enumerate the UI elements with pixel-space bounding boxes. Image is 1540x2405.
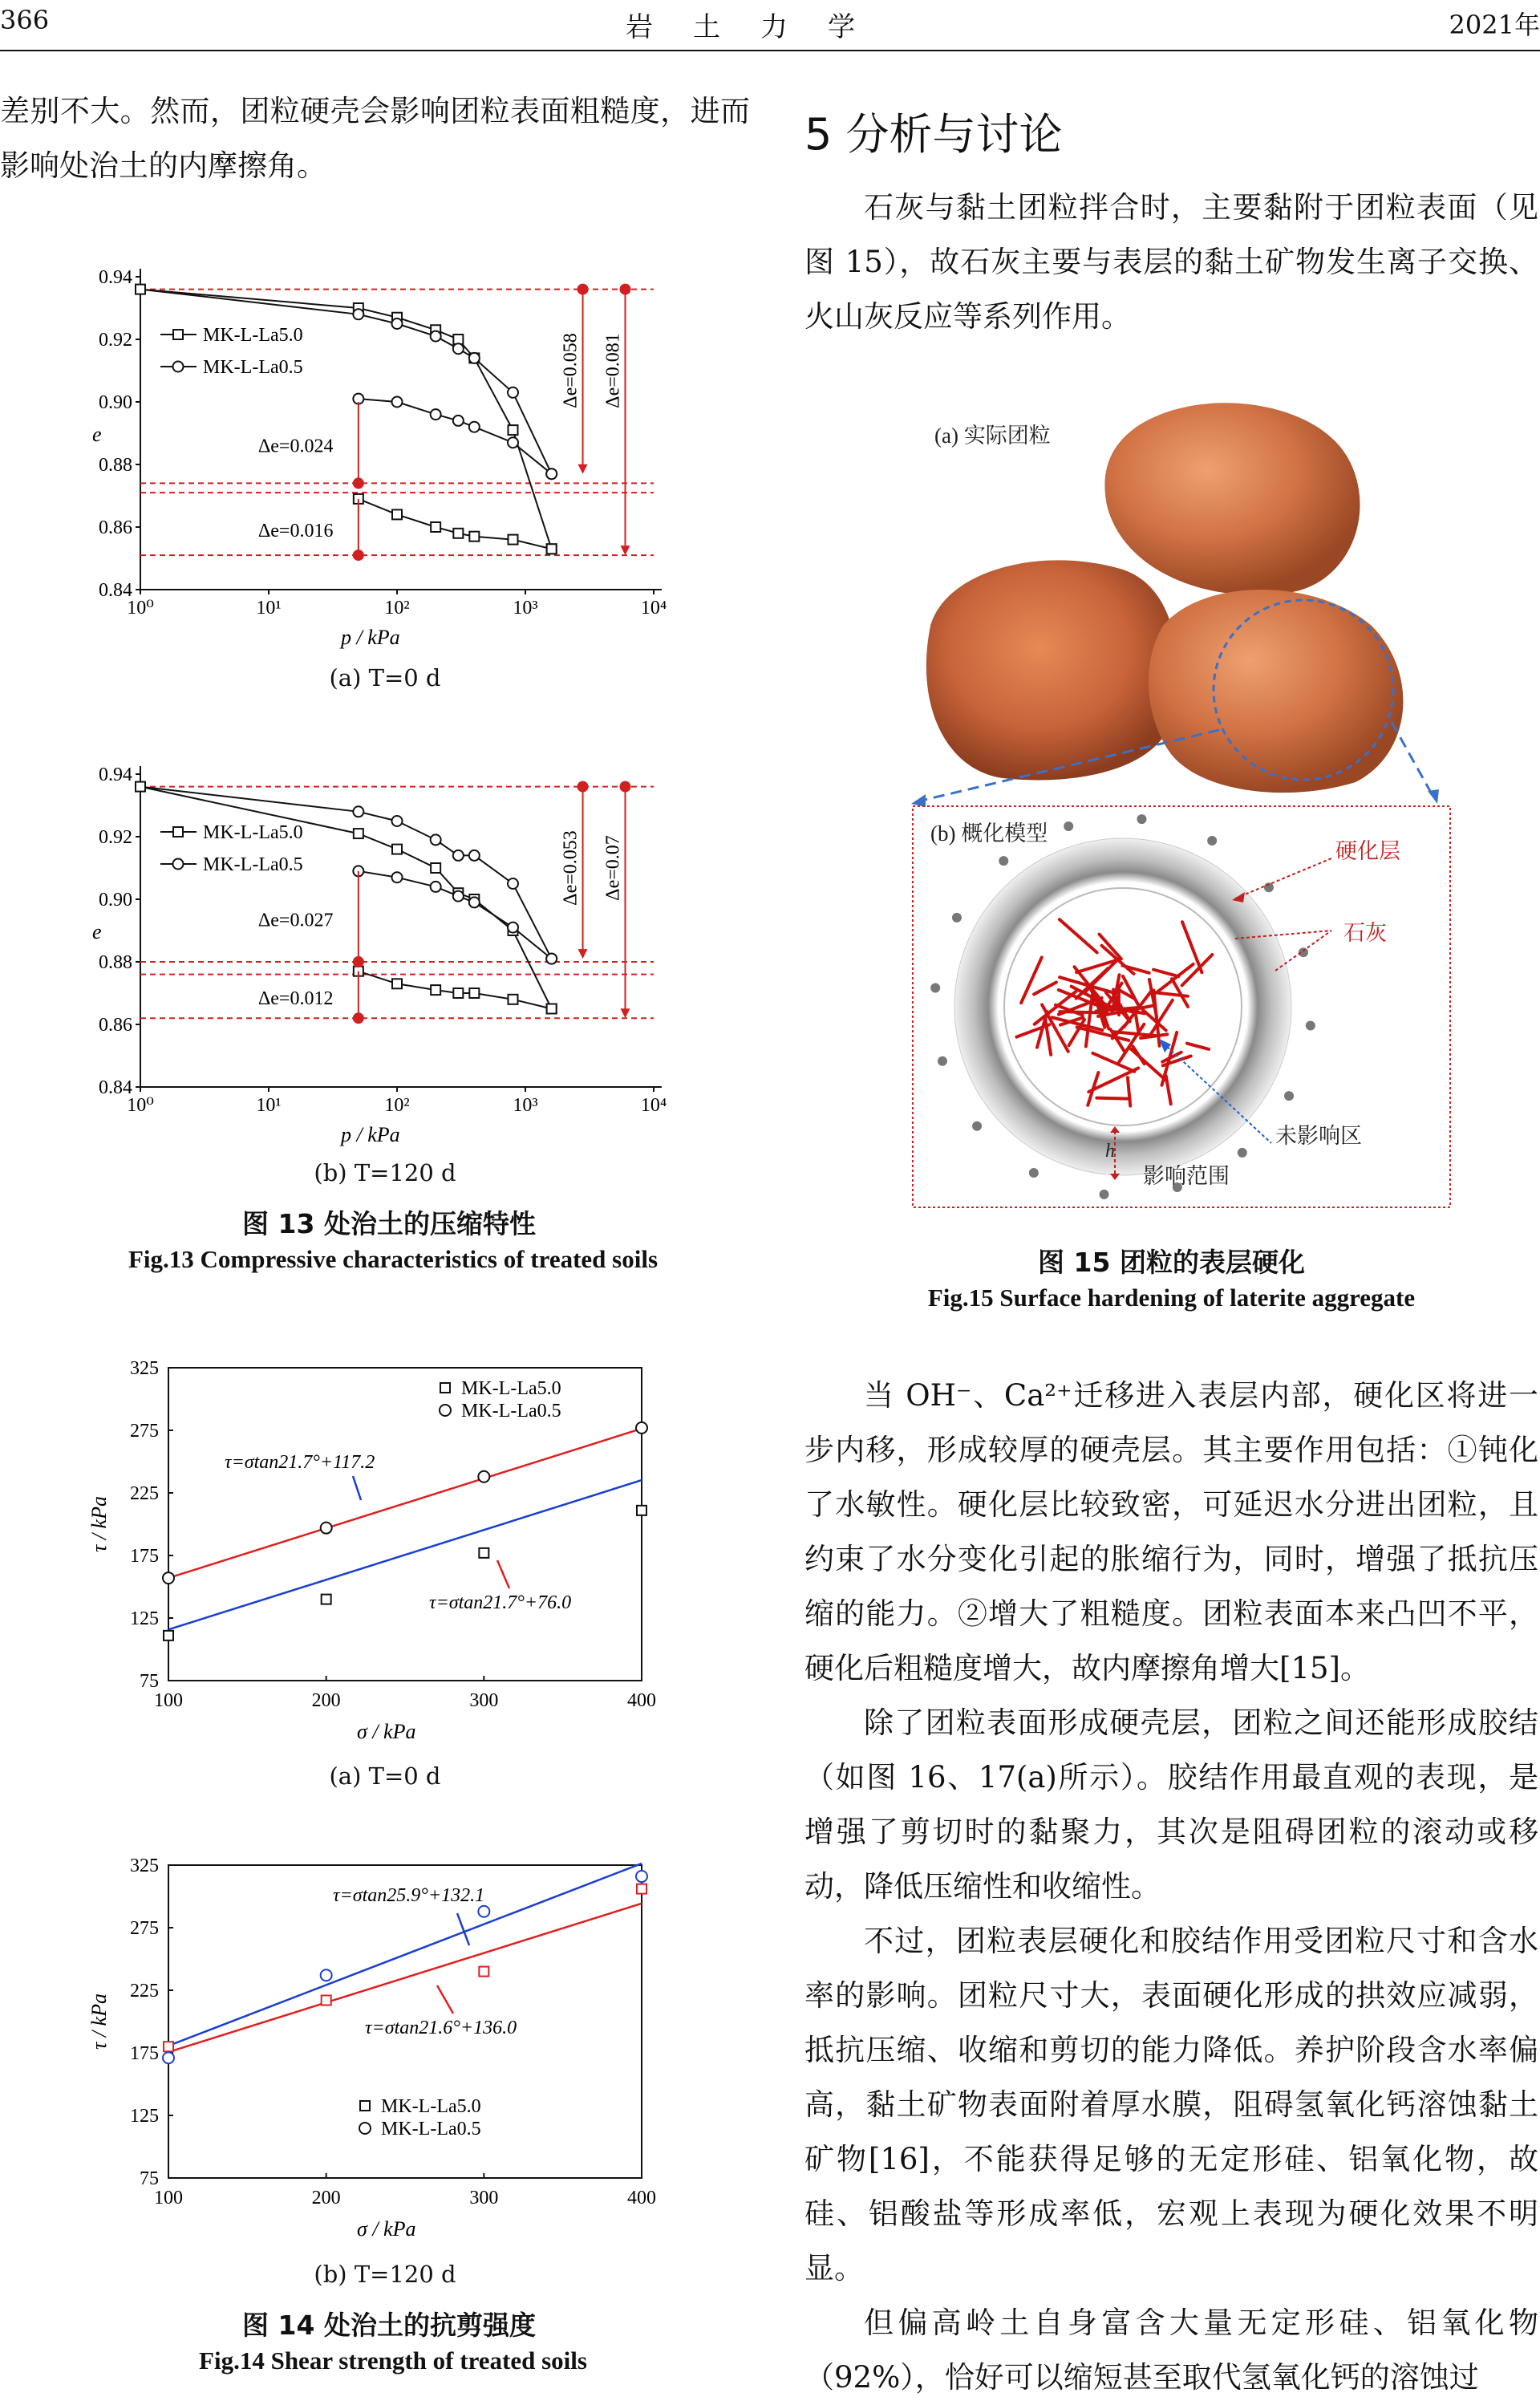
data-point-circle <box>392 397 403 408</box>
y-tick-label: 0.94 <box>99 267 132 288</box>
delta-label: Δe=0.07 <box>603 835 624 901</box>
x-tick-label: 300 <box>469 1690 498 1711</box>
section-title: 5 分析与讨论 <box>804 100 1063 162</box>
legend-marker-circle <box>440 1405 451 1416</box>
legend-label: MK-L-La5.0 <box>381 2096 481 2117</box>
fig14b-chart <box>48 1845 690 2246</box>
data-point-square <box>392 979 402 988</box>
header-rule <box>0 50 1540 51</box>
delta-label: Δe=0.053 <box>561 830 582 906</box>
y-tick-label: 75 <box>140 2168 159 2189</box>
arrow-head-left-icon <box>911 794 926 807</box>
callout-hardened-layer: 硬化层 <box>1335 839 1400 863</box>
x-tick-label: 10⁴ <box>641 1095 667 1116</box>
data-point-square <box>392 509 402 519</box>
data-point-circle <box>469 353 480 363</box>
series-line <box>359 499 552 549</box>
data-point-square <box>431 522 440 532</box>
data-point-square <box>431 863 440 873</box>
data-point-circle <box>353 309 363 319</box>
data-point-square <box>392 845 402 854</box>
data-point-square <box>322 1995 331 2005</box>
data-point-square <box>469 532 479 541</box>
data-point-circle <box>321 1523 332 1534</box>
arrow-head-icon <box>578 464 588 474</box>
plot-frame <box>168 1368 642 1681</box>
y-axis-label: e <box>92 423 102 446</box>
y-tick-label: 275 <box>130 1421 159 1442</box>
equation-label: τ=σtan21.7°+117.2 <box>225 1452 375 1473</box>
legend-label: MK-L-La0.5 <box>381 2119 481 2139</box>
legend-label: MK-L-La0.5 <box>461 1401 561 1422</box>
equation-label: τ=σtan21.7°+76.0 <box>429 1592 571 1613</box>
data-point-circle <box>392 318 403 329</box>
outer-dot <box>1284 1091 1294 1101</box>
legend-label: MK-L-La0.5 <box>203 357 303 378</box>
data-point-circle <box>478 1906 489 1917</box>
legend-marker-square <box>173 827 183 837</box>
legend-label: MK-L-La5.0 <box>461 1378 561 1399</box>
data-point-square <box>164 2042 173 2051</box>
callout-unaffected-zone: 未影响区 <box>1275 1124 1362 1148</box>
data-point-circle <box>321 1969 332 1981</box>
outer-dot <box>999 856 1008 866</box>
h-label: h <box>1105 1141 1115 1162</box>
equation-label: τ=σtan21.6°+136.0 <box>365 2018 517 2038</box>
page-header <box>0 0 1540 56</box>
data-point-circle <box>392 872 403 882</box>
data-point-square <box>469 988 479 998</box>
y-tick-label: 325 <box>130 1358 159 1379</box>
y-tick-label: 225 <box>130 1981 159 2001</box>
data-point-square <box>479 1967 488 1977</box>
legend-label: MK-L-La5.0 <box>203 822 303 843</box>
data-point-circle <box>478 1471 489 1482</box>
fig15-figure <box>898 385 1460 1227</box>
data-point-circle <box>636 1422 647 1434</box>
y-tick-label: 0.84 <box>99 580 132 601</box>
x-axis-label: σ / kPa <box>357 2217 415 2241</box>
delta-dot <box>353 956 364 967</box>
x-tick-label: 400 <box>627 1690 656 1711</box>
data-point-square <box>453 988 463 998</box>
data-point-square <box>637 1884 646 1894</box>
right-paragraphs: 当 OH⁻、Ca²⁺迁移进入表层内部，硬化区将进一步内移，形成较厚的硬壳层。其主要作用包括：①钝化了水敏性。硬化层比较致密，可延迟水分进出团粒，且约束了水分变化引起的胀缩行为，同时，增强了抵抗压缩的能力。②增大了粗糙度。团粒表面本来凸凹不平，硬化后粗糙度增大，故内摩擦角增大[15]。 除了团粒表面形成硬壳层，团粒之间还能形成胶结（如图 16、17(a)所示）。胶结作用最直观的表现，是增强了剪切时的黏聚力，其次是阻碍团粒的滚动或移动，降低压缩性和收缩性。 不过，团粒表层硬化和胶结作用受团粒尺寸和含水率的影响。团粒尺寸大，表面硬化形成的拱效应减弱，抵抗压缩、收缩和剪切的能力降低。养护阶段含水率偏高，黏土矿物表面附着厚水膜，阻碍氢氧化钙溶蚀黏土矿物[16]，不能获得足够的无定形硅、铝氧化物，故硅、铝酸盐等形成率低，宏观上表现为硬化效果不明显。 但偏高岭土自身富含大量无定形硅、铝氧化物（92%），恰好可以缩短甚至取代氢氧化钙的溶蚀过 <box>804 1369 1538 2405</box>
right-paragraph-1: 石灰与黏土团粒拌合时，主要黏附于团粒表面（见图 15），故石灰主要与表层的黏土矿物发生离子交换、火山灰反应等系列作用。 <box>804 180 1538 344</box>
equation-label: τ=σtan25.9°+132.1 <box>333 1885 484 1906</box>
delta-label: Δe=0.016 <box>258 521 334 541</box>
fig13-caption-en: Fig.13 Compressive characteristics of treated soils <box>32 1245 754 1274</box>
data-point-circle <box>508 387 518 398</box>
y-tick-label: 0.94 <box>99 764 132 785</box>
data-point-square <box>637 1506 646 1515</box>
data-point-circle <box>353 806 363 817</box>
series-line <box>140 290 552 474</box>
equation-pointer <box>437 1985 453 2014</box>
y-tick-label: 275 <box>130 1918 159 1939</box>
y-tick-label: 175 <box>130 2043 159 2064</box>
fig13-caption-cn: 图 13 处治土的压缩特性 <box>96 1203 682 1241</box>
data-point-circle <box>392 816 403 826</box>
y-tick-label: 225 <box>130 1483 159 1504</box>
page-number: 366 <box>0 5 49 35</box>
delta-dot <box>353 1012 364 1024</box>
data-point-circle <box>636 1871 647 1882</box>
x-tick-label: 10² <box>384 1095 409 1116</box>
outer-dot <box>930 983 940 993</box>
data-point-circle <box>453 343 464 354</box>
y-tick-label: 0.86 <box>99 1015 132 1036</box>
delta-dot <box>353 477 364 489</box>
fig15-caption-en: Fig.15 Surface hardening of laterite aggregate <box>804 1284 1538 1312</box>
fig14-caption-en: Fig.14 Shear strength of treated soils <box>32 2346 754 2375</box>
data-point-circle <box>431 409 441 420</box>
data-point-circle <box>508 437 518 448</box>
series-line <box>140 787 552 1009</box>
fig14a-subcaption: (a) T=0 d <box>305 1762 465 1790</box>
x-tick-label: 10¹ <box>256 598 281 618</box>
y-tick-label: 75 <box>140 1671 159 1692</box>
fig13a-subcaption: (a) T=0 d <box>305 664 465 691</box>
fig13b-subcaption: (b) T=120 d <box>305 1159 465 1186</box>
x-axis-label: p / kPa <box>339 626 400 649</box>
h-arrow-down-icon <box>1110 1174 1120 1180</box>
zoom-arrow-right <box>1392 722 1434 798</box>
y-tick-label: 125 <box>130 2106 159 2127</box>
y-tick-label: 0.84 <box>99 1077 132 1098</box>
y-tick-label: 125 <box>130 1608 159 1629</box>
callout-influence-range: 影响范围 <box>1143 1164 1230 1188</box>
data-point-circle <box>546 954 557 964</box>
y-axis-label: τ / kPa <box>87 1496 111 1552</box>
equation-pointer <box>457 1913 469 1945</box>
legend-marker-circle <box>359 2123 371 2134</box>
data-point-circle <box>453 850 464 861</box>
data-point-circle <box>163 1572 174 1584</box>
x-tick-label: 10⁰ <box>127 1095 154 1116</box>
delta-label: Δe=0.012 <box>258 988 334 1009</box>
x-tick-label: 10⁰ <box>127 598 154 618</box>
laterite-aggregate-photo <box>926 403 1404 793</box>
legend-marker-square <box>440 1383 450 1393</box>
legend-marker-square <box>173 330 183 339</box>
data-point-circle <box>431 331 441 342</box>
legend-marker-square <box>360 2101 370 2111</box>
data-point-square <box>453 529 463 538</box>
lime-needle <box>1096 1098 1129 1099</box>
arrow-head-icon <box>621 545 630 555</box>
x-tick-label: 300 <box>469 2188 498 2208</box>
callout-lime: 石灰 <box>1343 921 1387 945</box>
year: 2021年 <box>1449 5 1540 42</box>
legend-label: MK-L-La5.0 <box>203 325 303 346</box>
outer-dot <box>1137 814 1146 824</box>
data-point-circle <box>431 882 441 892</box>
fig13a-chart <box>40 253 698 654</box>
left-paragraph: 差别不大。然而，团粒硬壳会影响团粒表面粗糙度，进而影响处治土的内摩擦角。 <box>0 84 750 193</box>
outer-dot <box>1064 821 1073 831</box>
fig15-caption-cn: 图 15 团粒的表层硬化 <box>804 1242 1538 1280</box>
outer-dot <box>1100 1190 1109 1199</box>
x-tick-label: 10³ <box>513 1095 537 1116</box>
journal-name: 岩土力学 <box>626 5 895 44</box>
data-point-circle <box>453 416 464 426</box>
data-point-square <box>547 544 557 554</box>
data-point-square <box>547 1004 557 1014</box>
series-line <box>359 399 552 474</box>
data-point-circle <box>546 468 557 479</box>
y-tick-label: 0.92 <box>99 827 132 848</box>
series-line <box>359 871 552 959</box>
data-point-circle <box>508 923 518 933</box>
outer-dot <box>1306 1020 1315 1030</box>
fig15b-label: (b) 概化模型 <box>930 821 1048 846</box>
arrow-head-icon <box>621 1008 630 1018</box>
y-tick-label: 0.86 <box>99 517 132 538</box>
data-point-square <box>354 829 363 838</box>
data-point-start <box>136 782 145 792</box>
y-tick-label: 0.90 <box>99 890 132 910</box>
x-tick-label: 10³ <box>513 598 537 618</box>
data-point-circle <box>469 422 480 432</box>
outer-dot <box>1029 1168 1039 1178</box>
delta-label: Δe=0.027 <box>258 910 334 931</box>
legend-marker-circle <box>173 859 184 870</box>
x-tick-label: 400 <box>627 2188 656 2208</box>
series-line <box>140 787 552 959</box>
data-point-square <box>508 995 517 1004</box>
arrow-head-right-icon <box>1428 789 1439 804</box>
data-point-circle <box>469 850 480 861</box>
series-line <box>140 290 552 550</box>
y-tick-label: 175 <box>130 1546 159 1567</box>
delta-label: Δe=0.024 <box>258 436 334 457</box>
data-point-start <box>136 285 145 294</box>
x-tick-label: 100 <box>154 1690 183 1711</box>
data-point-square <box>508 425 517 435</box>
data-point-circle <box>453 891 464 902</box>
outer-dot <box>972 1121 982 1131</box>
x-axis-label: p / kPa <box>339 1123 400 1146</box>
data-point-square <box>508 535 517 545</box>
equation-pointer <box>353 1476 361 1500</box>
delta-dot <box>353 550 364 561</box>
data-point-circle <box>431 834 441 845</box>
outer-dot <box>938 1056 947 1066</box>
y-axis-label: τ / kPa <box>87 1993 111 2050</box>
x-axis-label: σ / kPa <box>357 1720 415 1743</box>
fig14a-chart <box>48 1348 690 1749</box>
data-point-square <box>322 1595 331 1604</box>
y-tick-label: 0.92 <box>99 330 132 351</box>
x-tick-label: 200 <box>312 1690 341 1711</box>
x-tick-label: 100 <box>154 2188 183 2208</box>
x-tick-label: 10¹ <box>256 1095 281 1116</box>
x-tick-label: 200 <box>312 2188 341 2208</box>
x-tick-label: 10⁴ <box>641 598 667 618</box>
fig14b-subcaption: (b) T=120 d <box>305 2261 465 2288</box>
fig14-caption-cn: 图 14 处治土的抗剪强度 <box>96 2305 682 2342</box>
y-axis-label: e <box>92 920 102 943</box>
data-point-square <box>431 985 440 995</box>
legend-marker-circle <box>173 362 184 372</box>
arrow-head-icon <box>578 949 588 959</box>
outer-dot <box>1238 1148 1247 1158</box>
y-tick-label: 0.88 <box>99 455 132 476</box>
equation-pointer <box>497 1560 509 1588</box>
x-tick-label: 10² <box>384 598 409 618</box>
data-point-square <box>479 1548 488 1558</box>
data-point-circle <box>163 2052 174 2063</box>
y-tick-label: 325 <box>130 1855 159 1876</box>
fig15a-label: (a) 实际团粒 <box>934 424 1051 448</box>
data-point-circle <box>469 897 480 907</box>
delta-label: Δe=0.081 <box>603 333 624 408</box>
y-tick-label: 0.88 <box>99 952 132 973</box>
delta-label: Δe=0.058 <box>561 333 582 408</box>
y-tick-label: 0.90 <box>99 392 132 413</box>
legend-label: MK-L-La0.5 <box>203 854 303 875</box>
outer-dot <box>952 913 962 923</box>
fig13b-chart <box>40 750 698 1151</box>
data-point-circle <box>508 878 518 889</box>
callout-line-hardened <box>1235 858 1331 898</box>
outer-dot <box>1207 836 1217 846</box>
data-point-square <box>164 1631 173 1641</box>
